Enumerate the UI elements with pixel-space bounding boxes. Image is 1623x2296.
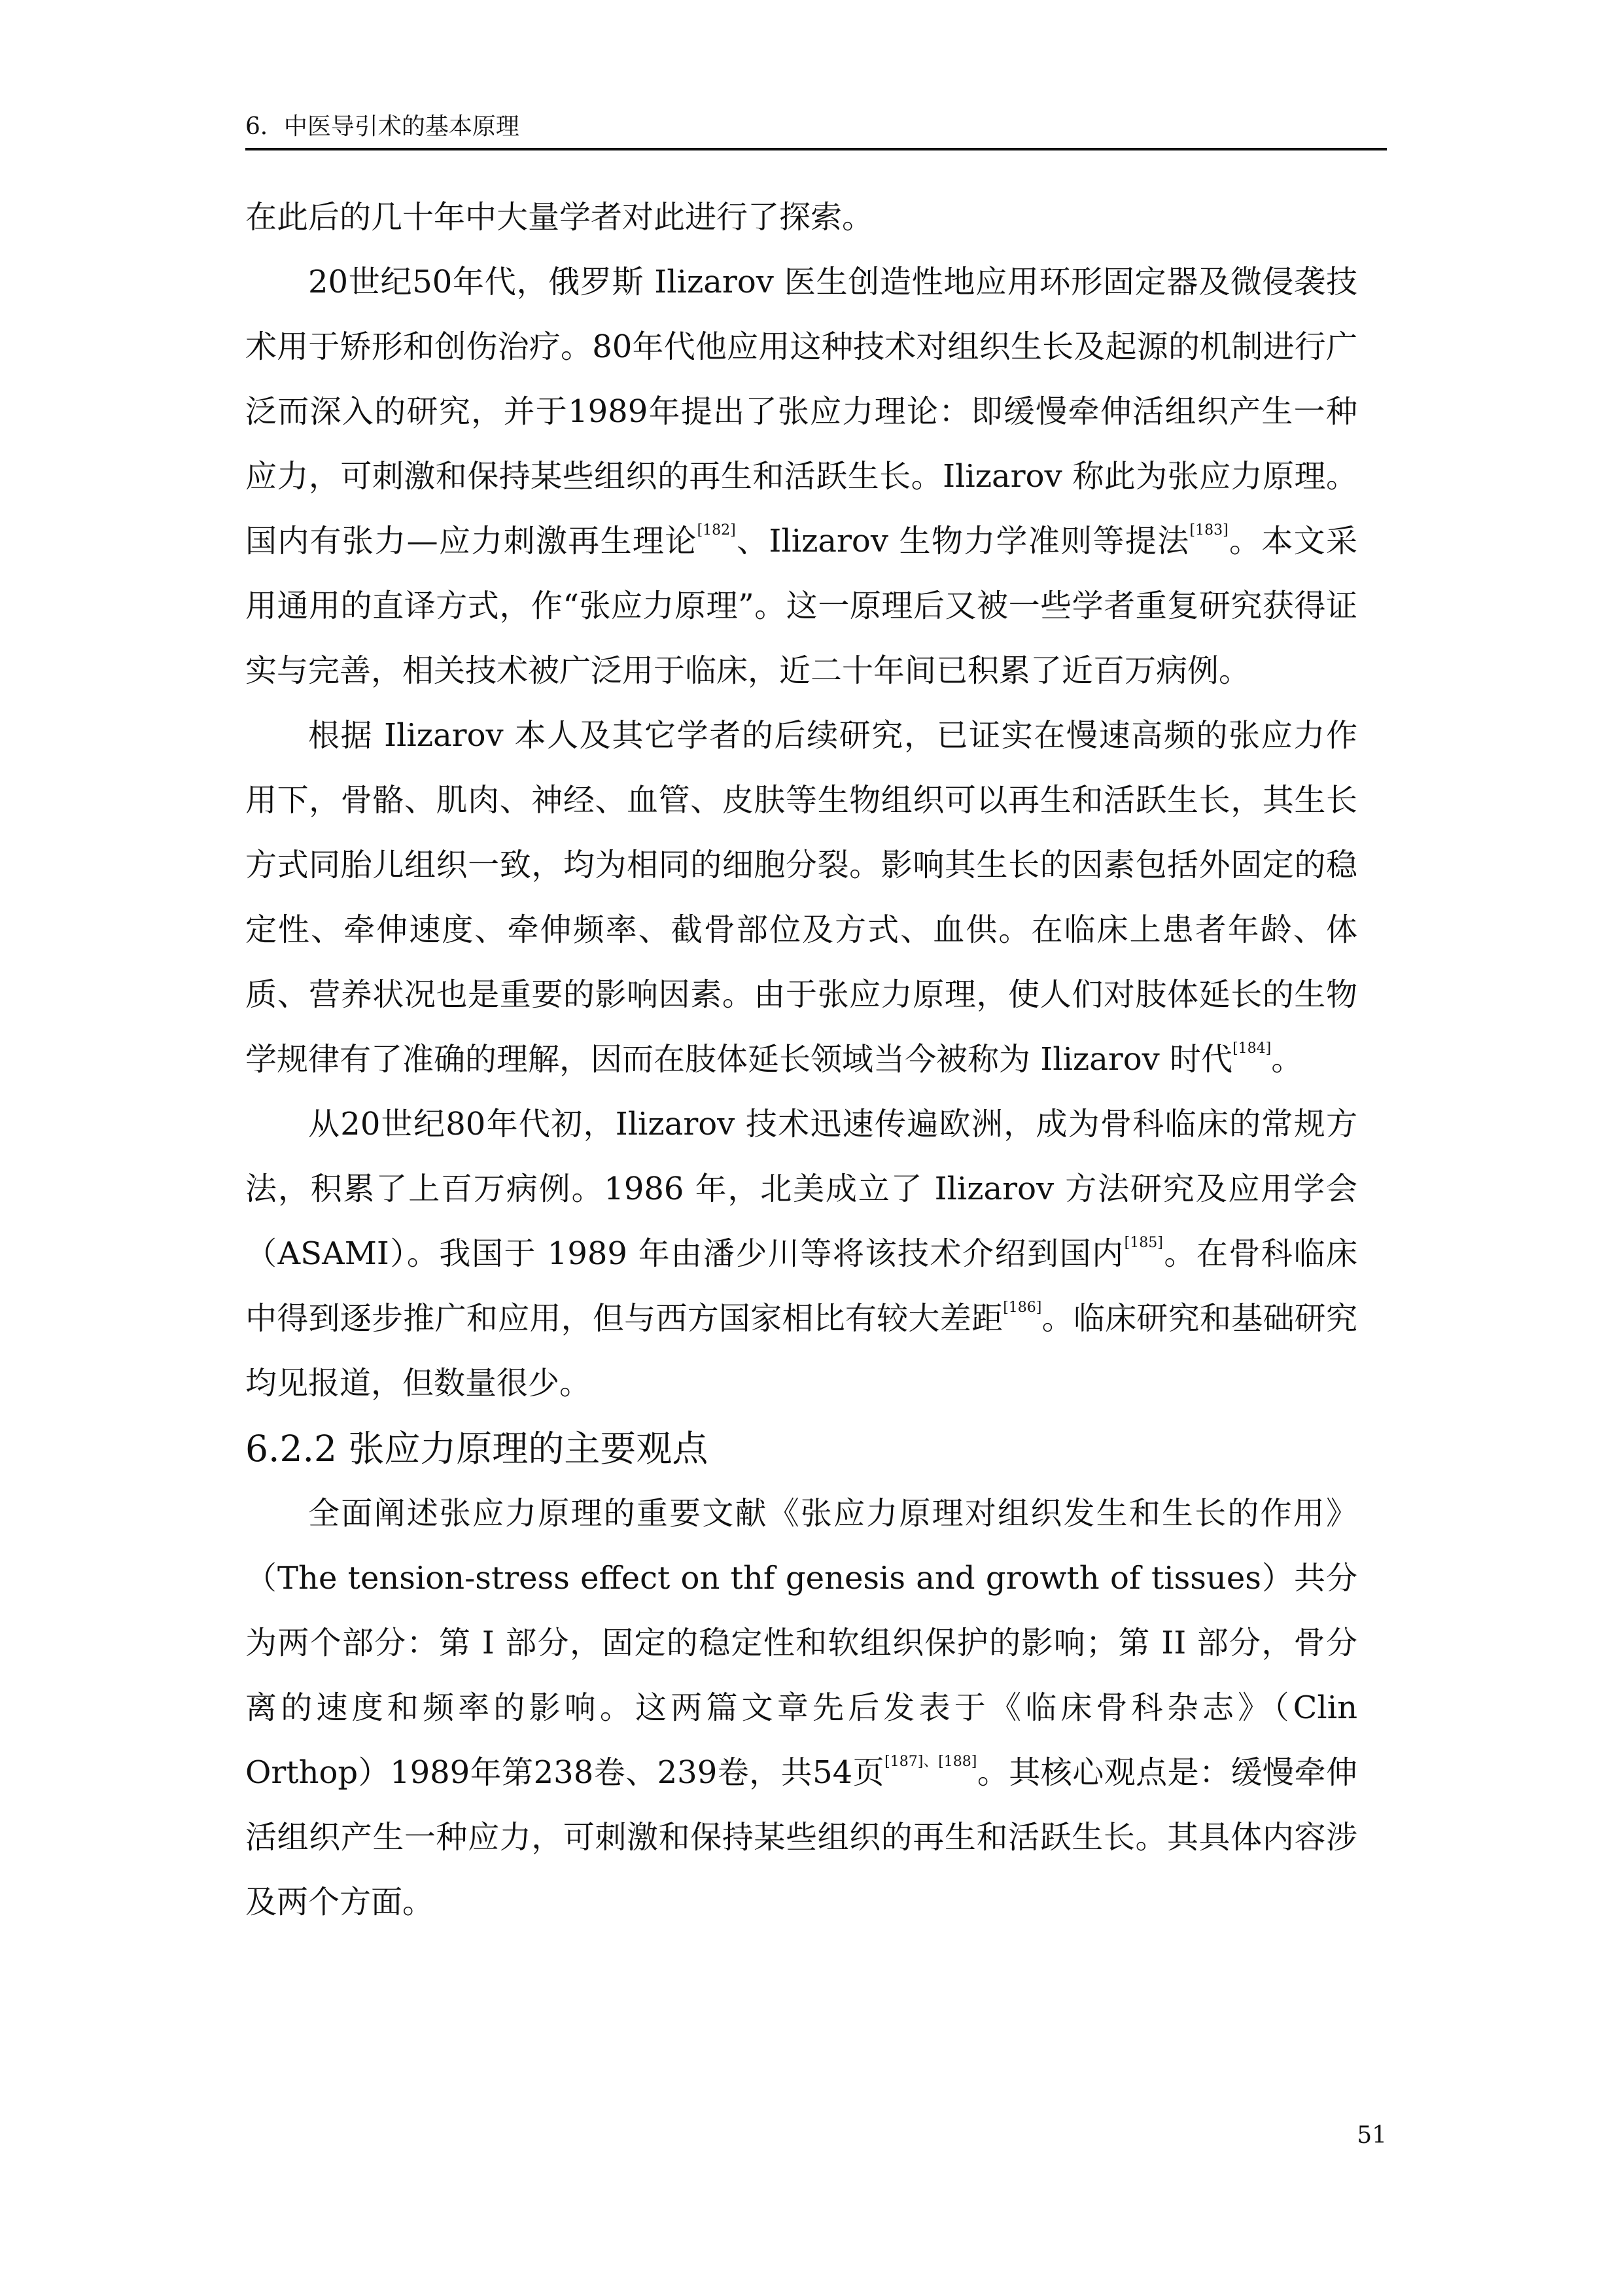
paragraph-text: 、Ilizarov 生物力学准则等提法 bbox=[735, 523, 1190, 559]
body-paragraph bbox=[245, 185, 1357, 250]
paragraph-text: 20世纪50年代，俄罗斯 Ilizarov 医生创造性地应用环形固定器及微侵袭技术用于矫形和创伤治疗。80年代他应用这种技术对组织生长及起源的机制进行广泛而深入的研究，并于1989年提出了张应力理论：即缓慢牵伸活组织产生一种应力，可刺激和保持某些组织的再生和活跃生长。Ilizarov 称此为张应力原理。国内有张力—应力刺激再生理论 bbox=[245, 264, 1357, 559]
section-heading: 6.2.2 张应力原理的主要观点 bbox=[245, 1428, 708, 1470]
citation-reference: [185] bbox=[1124, 1235, 1163, 1251]
body-paragraph bbox=[245, 703, 1357, 1092]
header-rule bbox=[245, 148, 1387, 150]
paragraph-text: 。本文采用通用的直译方式，作“张应力原理”。这一原理后又被一些学者重复研究获得证实与完善，相关技术被广泛用于临床，近二十年间已积累了近百万病例。 bbox=[245, 523, 1357, 689]
citation-reference: [186] bbox=[1003, 1299, 1042, 1316]
body-text bbox=[245, 185, 1357, 1935]
paragraph-text: 。 bbox=[1271, 1041, 1303, 1078]
body-paragraph bbox=[245, 250, 1357, 703]
paragraph-text: 。临床研究和基础研究均见报道，但数量很少。 bbox=[245, 1300, 1357, 1402]
paragraph-text: 根据 Ilizarov 本人及其它学者的后续研究，已证实在慢速高频的张应力作用下，骨骼、肌肉、神经、血管、皮肤等生物组织可以再生和活跃生长，其生长方式同胎儿组织一致，均为相同的细胞分裂。影响其生长的因素包括外固定的稳定性、牵伸速度、牵伸频率、截骨部位及方式、血供。在临床上患者年龄、体质、营养状况也是重要的影响因素。由于张应力原理，使人们对肢体延长的生物学规律有了准确的理解，因而在肢体延长领域当今被称为 Ilizarov 时代 bbox=[245, 717, 1357, 1078]
citation-reference: [184] bbox=[1232, 1040, 1272, 1057]
citation-reference: [182] bbox=[697, 522, 736, 539]
paragraph-text: 。其核心观点是：缓慢牵伸活组织产生一种应力，可刺激和保持某些组织的再生和活跃生长。其具体内容涉及两个方面。 bbox=[245, 1754, 1357, 1920]
citation-reference: [183] bbox=[1189, 522, 1229, 539]
paragraph-text: 在此后的几十年中大量学者对此进行了探索。 bbox=[245, 199, 874, 236]
paragraph-text: 。在骨科临床中得到逐步推广和应用，但与西方国家相比有较大差距 bbox=[245, 1235, 1357, 1337]
body-paragraph bbox=[245, 1092, 1357, 1416]
running-header: 6．中医导引术的基本原理 bbox=[245, 113, 519, 140]
paragraph-text: 全面阐述张应力原理的重要文献《张应力原理对组织发生和生长的作用》（The tension-stress effect on thf genesis and growth of tissues）共分为两个部分：第 I 部分，固定的稳定性和软组织保护的影响；第 II 部分，骨分离的速度和频率的影响。这两篇文章先后发表于《临床骨科杂志》（Clin Orthop）1989年第238卷、239卷，共54页 bbox=[245, 1495, 1357, 1791]
citation-reference: [187]、[188] bbox=[884, 1754, 977, 1770]
page-number: 51 bbox=[1357, 2122, 1387, 2149]
paragraph-text: 从20世纪80年代初，Ilizarov 技术迅速传遍欧洲，成为骨科临床的常规方法，积累了上百万病例。1986 年，北美成立了 Ilizarov 方法研究及应用学会（ASAMI）。我国于 1989 年由潘少川等将该技术介绍到国内 bbox=[245, 1106, 1357, 1272]
body-paragraph bbox=[245, 1481, 1357, 1935]
